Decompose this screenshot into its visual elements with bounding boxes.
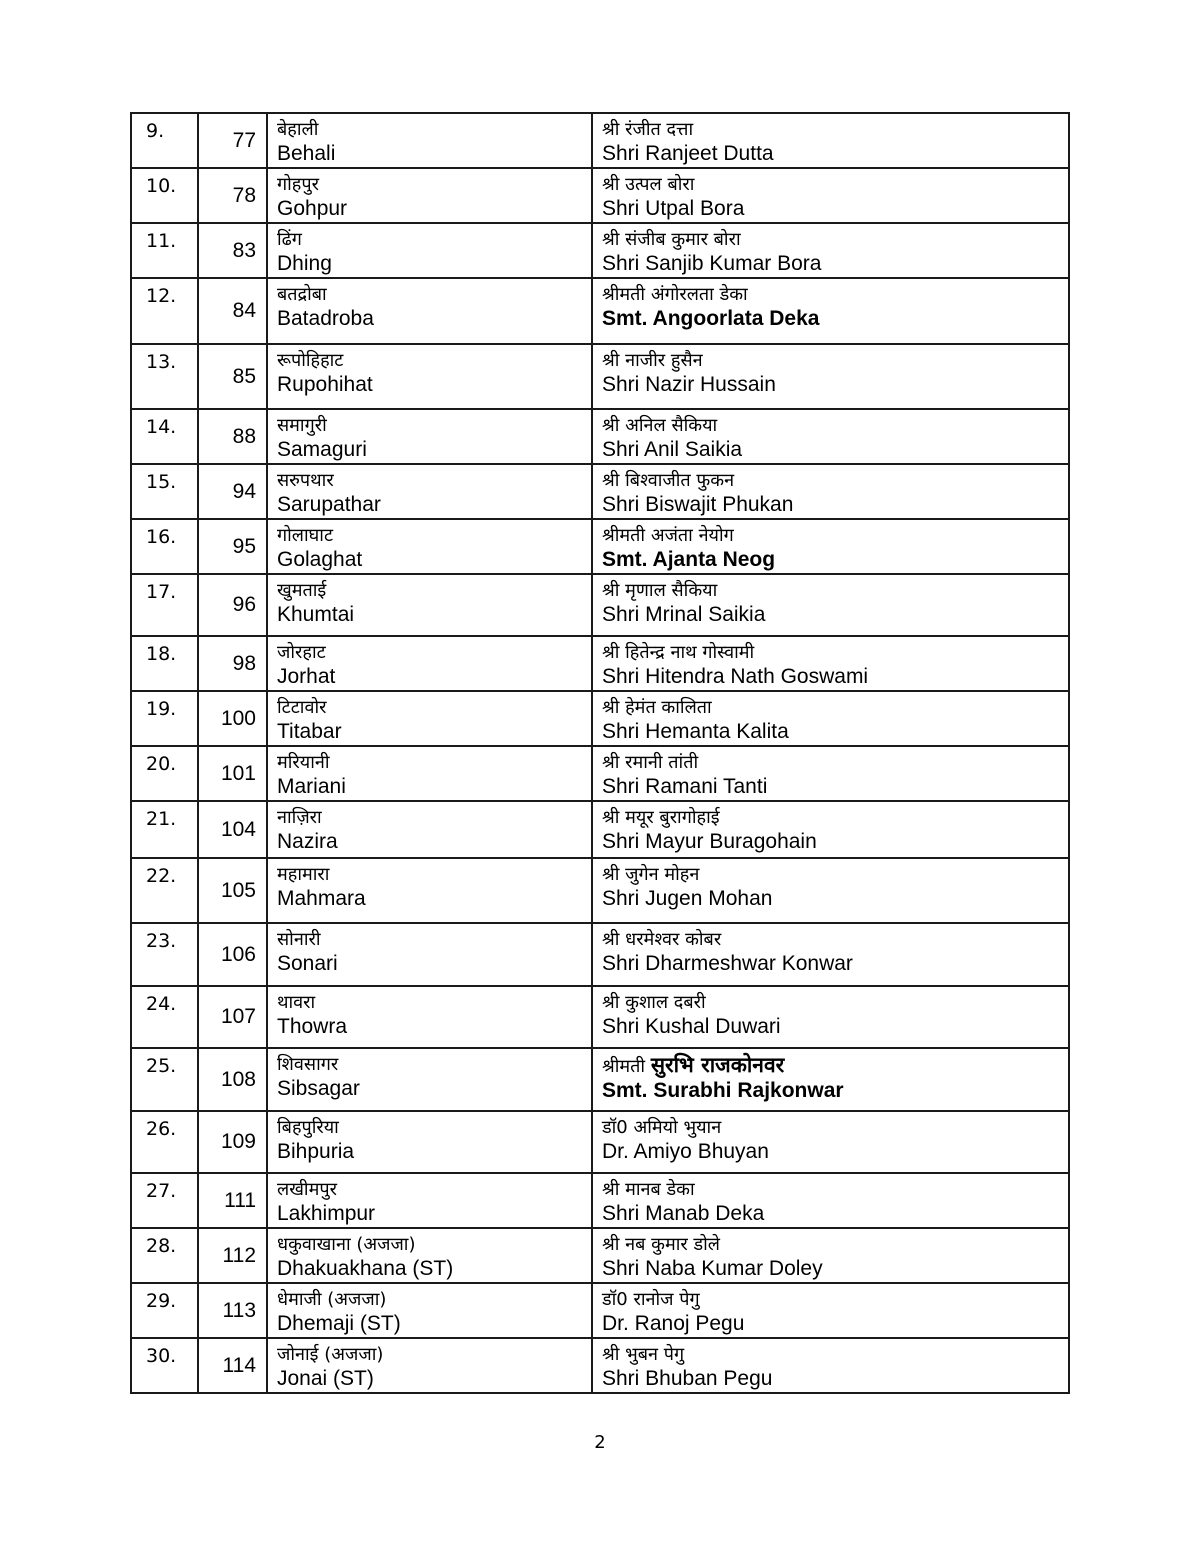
ac-number-cell: 88 — [198, 409, 267, 464]
constituency-cell — [267, 168, 592, 223]
constituency-cell — [267, 986, 592, 1048]
candidate-cell — [592, 113, 1069, 168]
ac-number-cell: 96 — [198, 574, 267, 636]
candidate-hindi: श्री रमानी तांती — [602, 752, 699, 773]
candidate-cell — [592, 1173, 1069, 1228]
candidate-english: Shri Manab Deka — [602, 1202, 765, 1225]
ac-number-cell: 83 — [198, 223, 267, 278]
constituency-hindi: लखीमपुर — [277, 1179, 337, 1200]
candidate-english: Shri Jugen Mohan — [602, 887, 773, 910]
candidate-english: Shri Ranjeet Dutta — [602, 142, 774, 165]
serial-number-cell: 21. — [131, 801, 198, 858]
serial-number-cell: 16. — [131, 519, 198, 574]
constituency-english: Nazira — [277, 830, 338, 853]
candidate-english: Shri Hemanta Kalita — [602, 720, 789, 743]
constituency-hindi: धेमाजी (अजजा) — [277, 1289, 387, 1310]
constituency-english: Mariani — [277, 775, 346, 798]
constituency-hindi: टिटावोर — [277, 697, 327, 718]
candidate-hindi — [602, 1049, 1068, 1079]
candidate-cell — [592, 278, 1069, 344]
candidate-cell — [592, 746, 1069, 801]
serial-number-cell: 22. — [131, 858, 198, 923]
candidate-cell — [592, 344, 1069, 409]
candidate-hindi: श्री कुशाल दबरी — [602, 992, 706, 1013]
constituency-hindi: शिवसागर — [277, 1054, 339, 1075]
constituency-english: Jonai (ST) — [277, 1367, 374, 1390]
constituency-english: Batadroba — [277, 307, 374, 330]
serial-number-cell: 18. — [131, 636, 198, 691]
candidate-english: Shri Hitendra Nath Goswami — [602, 665, 869, 688]
constituency-english: Samaguri — [277, 438, 367, 461]
constituency-english: Dhakuakhana (ST) — [277, 1257, 454, 1280]
serial-number-cell: 27. — [131, 1173, 198, 1228]
candidate-english: Smt. Surabhi Rajkonwar — [602, 1079, 844, 1102]
candidate-cell — [592, 1048, 1069, 1111]
candidate-english: Shri Dharmeshwar Konwar — [602, 952, 853, 975]
candidate-cell — [592, 636, 1069, 691]
candidate-english: Shri Bhuban Pegu — [602, 1367, 773, 1390]
constituency-english: Lakhimpur — [277, 1202, 376, 1225]
candidate-hindi: श्री भुबन पेगु — [602, 1344, 685, 1365]
constituency-cell — [267, 278, 592, 344]
constituency-cell — [267, 858, 592, 923]
serial-number-cell: 17. — [131, 574, 198, 636]
table-row — [131, 801, 1069, 858]
table-row — [131, 1111, 1069, 1173]
table-row — [131, 344, 1069, 409]
ac-number-cell: 85 — [198, 344, 267, 409]
candidate-english: Smt. Ajanta Neog — [602, 548, 776, 571]
ac-number-cell: 101 — [198, 746, 267, 801]
constituency-english: Sarupathar — [277, 493, 381, 516]
constituency-hindi: जोरहाट — [277, 642, 326, 663]
candidate-english: Dr. Ranoj Pegu — [602, 1312, 745, 1335]
candidate-hindi: श्रीमती अजंता नेयोग — [602, 525, 734, 546]
candidate-english: Shri Anil Saikia — [602, 438, 743, 461]
constituency-hindi: जोनाई (अजजा) — [277, 1344, 384, 1365]
candidate-english: Smt. Angoorlata Deka — [602, 307, 820, 330]
table-row — [131, 168, 1069, 223]
ac-number-cell: 100 — [198, 691, 267, 746]
candidate-table-body — [131, 113, 1069, 1393]
candidate-cell — [592, 519, 1069, 574]
candidate-cell — [592, 801, 1069, 858]
constituency-cell — [267, 344, 592, 409]
candidate-english: Shri Kushal Duwari — [602, 1015, 781, 1038]
serial-number-cell: 23. — [131, 923, 198, 986]
candidate-cell — [592, 1228, 1069, 1283]
candidate-english: Shri Mrinal Saikia — [602, 603, 766, 626]
constituency-cell — [267, 113, 592, 168]
constituency-cell — [267, 746, 592, 801]
candidate-hindi: श्री उत्पल बोरा — [602, 174, 695, 195]
candidate-hindi: श्री संजीब कुमार बोरा — [602, 229, 741, 250]
table-row — [131, 1173, 1069, 1228]
constituency-hindi: रूपोहिहाट — [277, 350, 344, 371]
candidate-hindi: श्री अनिल सैकिया — [602, 415, 718, 436]
candidate-hindi: श्री हेमंत कालिता — [602, 697, 712, 718]
candidate-cell — [592, 858, 1069, 923]
candidate-table — [130, 112, 1070, 1394]
constituency-english: Rupohihat — [277, 373, 373, 396]
candidate-cell — [592, 574, 1069, 636]
serial-number-cell: 14. — [131, 409, 198, 464]
table-row — [131, 691, 1069, 746]
ac-number-cell: 105 — [198, 858, 267, 923]
candidate-hindi: श्री हितेन्द्र नाथ गोस्वामी — [602, 642, 755, 663]
table-row — [131, 1283, 1069, 1338]
table-row — [131, 986, 1069, 1048]
ac-number-cell: 77 — [198, 113, 267, 168]
candidate-cell — [592, 691, 1069, 746]
candidate-cell — [592, 223, 1069, 278]
candidate-english: Shri Naba Kumar Doley — [602, 1257, 823, 1280]
serial-number-cell: 12. — [131, 278, 198, 344]
constituency-cell — [267, 691, 592, 746]
candidate-hindi: श्री रंजीत दत्ता — [602, 119, 694, 140]
constituency-hindi: ढिंग — [277, 229, 302, 250]
constituency-hindi: धकुवाखाना (अजजा) — [277, 1234, 416, 1255]
candidate-hindi: श्री मृणाल सैकिया — [602, 580, 718, 601]
serial-number-cell: 29. — [131, 1283, 198, 1338]
ac-number-cell: 108 — [198, 1048, 267, 1111]
constituency-cell — [267, 923, 592, 986]
serial-number-cell: 20. — [131, 746, 198, 801]
table-row — [131, 1228, 1069, 1283]
ac-number-cell: 84 — [198, 278, 267, 344]
constituency-hindi: गोलाघाट — [277, 525, 334, 546]
constituency-cell — [267, 223, 592, 278]
serial-number-cell: 26. — [131, 1111, 198, 1173]
candidate-hindi: श्रीमती अंगोरलता डेका — [602, 284, 748, 305]
serial-number-cell: 9. — [131, 113, 198, 168]
serial-number-cell: 11. — [131, 223, 198, 278]
constituency-hindi: सोनारी — [277, 929, 321, 950]
table-row — [131, 574, 1069, 636]
constituency-cell — [267, 574, 592, 636]
constituency-hindi: मरियानी — [277, 752, 330, 773]
constituency-cell — [267, 1338, 592, 1393]
serial-number-cell: 25. — [131, 1048, 198, 1111]
constituency-hindi: गोहपुर — [277, 174, 319, 195]
candidate-hindi: श्री मयूर बुरागोहाई — [602, 807, 720, 828]
constituency-cell — [267, 519, 592, 574]
candidate-hindi: श्री नब कुमार डोले — [602, 1234, 720, 1255]
constituency-english: Dhemaji (ST) — [277, 1312, 401, 1335]
serial-number-cell: 30. — [131, 1338, 198, 1393]
candidate-english: Shri Nazir Hussain — [602, 373, 776, 396]
ac-number-cell: 94 — [198, 464, 267, 519]
candidate-cell — [592, 986, 1069, 1048]
ac-number-cell: 109 — [198, 1111, 267, 1173]
candidate-hindi: श्री धरमेश्वर कोबर — [602, 929, 722, 950]
constituency-hindi: महामारा — [277, 864, 330, 885]
candidate-cell — [592, 1283, 1069, 1338]
constituency-hindi: सरुपथार — [277, 470, 334, 491]
constituency-hindi: नाज़िरा — [277, 807, 322, 828]
constituency-cell — [267, 1173, 592, 1228]
table-row — [131, 409, 1069, 464]
candidate-cell — [592, 923, 1069, 986]
candidate-cell — [592, 1111, 1069, 1173]
constituency-english: Khumtai — [277, 603, 355, 626]
constituency-english: Bihpuria — [277, 1140, 355, 1163]
constituency-english: Thowra — [277, 1015, 348, 1038]
constituency-cell — [267, 1228, 592, 1283]
constituency-cell — [267, 1111, 592, 1173]
page-number: 2 — [594, 1432, 606, 1453]
candidate-cell — [592, 168, 1069, 223]
candidate-english: Shri Utpal Bora — [602, 197, 745, 220]
candidate-hindi: श्री जुगेन मोहन — [602, 864, 700, 885]
constituency-hindi: बिहपुरिया — [277, 1117, 339, 1138]
constituency-hindi: खुमताई — [277, 580, 327, 601]
candidate-hindi: श्री नाजीर हुसैन — [602, 350, 703, 371]
candidate-english: Shri Mayur Buragohain — [602, 830, 817, 853]
ac-number-cell: 98 — [198, 636, 267, 691]
constituency-hindi: थावरा — [277, 992, 316, 1013]
candidate-hindi-prefix: श्रीमती — [602, 1056, 646, 1077]
constituency-cell — [267, 636, 592, 691]
candidate-english: Shri Biswajit Phukan — [602, 493, 794, 516]
table-row — [131, 113, 1069, 168]
candidate-hindi-name: सुरभि राजकोनवर — [650, 1053, 785, 1077]
table-row — [131, 636, 1069, 691]
constituency-english: Sonari — [277, 952, 338, 975]
constituency-english: Mahmara — [277, 887, 366, 910]
table-row — [131, 278, 1069, 344]
constituency-english: Jorhat — [277, 665, 336, 688]
constituency-cell — [267, 464, 592, 519]
ac-number-cell: 111 — [198, 1173, 267, 1228]
constituency-english: Sibsagar — [277, 1077, 360, 1100]
constituency-english: Dhing — [277, 252, 332, 275]
candidate-english: Shri Sanjib Kumar Bora — [602, 252, 822, 275]
candidate-cell — [592, 409, 1069, 464]
constituency-hindi: बेहाली — [277, 119, 319, 140]
ac-number-cell: 95 — [198, 519, 267, 574]
constituency-english: Golaghat — [277, 548, 363, 571]
serial-number-cell: 15. — [131, 464, 198, 519]
ac-number-cell: 112 — [198, 1228, 267, 1283]
table-row — [131, 746, 1069, 801]
constituency-english: Titabar — [277, 720, 342, 743]
candidate-hindi: श्री मानब डेका — [602, 1179, 695, 1200]
candidate-cell — [592, 1338, 1069, 1393]
candidate-hindi: डॉ0 रानोज पेगु — [602, 1289, 700, 1310]
ac-number-cell: 106 — [198, 923, 267, 986]
serial-number-cell: 10. — [131, 168, 198, 223]
table-row — [131, 1338, 1069, 1393]
constituency-hindi: बतद्रोबा — [277, 284, 327, 305]
serial-number-cell: 13. — [131, 344, 198, 409]
ac-number-cell: 78 — [198, 168, 267, 223]
table-row — [131, 1048, 1069, 1111]
constituency-cell — [267, 409, 592, 464]
constituency-cell — [267, 1048, 592, 1111]
constituency-cell — [267, 801, 592, 858]
constituency-english: Behali — [277, 142, 336, 165]
table-row — [131, 858, 1069, 923]
table-row — [131, 519, 1069, 574]
ac-number-cell: 104 — [198, 801, 267, 858]
candidate-hindi: डॉ0 अमियो भुयान — [602, 1117, 722, 1138]
ac-number-cell: 107 — [198, 986, 267, 1048]
constituency-english: Gohpur — [277, 197, 348, 220]
ac-number-cell: 113 — [198, 1283, 267, 1338]
candidate-english: Dr. Amiyo Bhuyan — [602, 1140, 769, 1163]
serial-number-cell: 24. — [131, 986, 198, 1048]
candidate-english: Shri Ramani Tanti — [602, 775, 768, 798]
serial-number-cell: 19. — [131, 691, 198, 746]
candidate-cell — [592, 464, 1069, 519]
constituency-cell — [267, 1283, 592, 1338]
constituency-hindi: समागुरी — [277, 415, 327, 436]
ac-number-cell: 114 — [198, 1338, 267, 1393]
candidate-hindi: श्री बिश्वाजीत फुकन — [602, 470, 735, 491]
table-row — [131, 464, 1069, 519]
table-row — [131, 223, 1069, 278]
serial-number-cell: 28. — [131, 1228, 198, 1283]
table-row — [131, 923, 1069, 986]
